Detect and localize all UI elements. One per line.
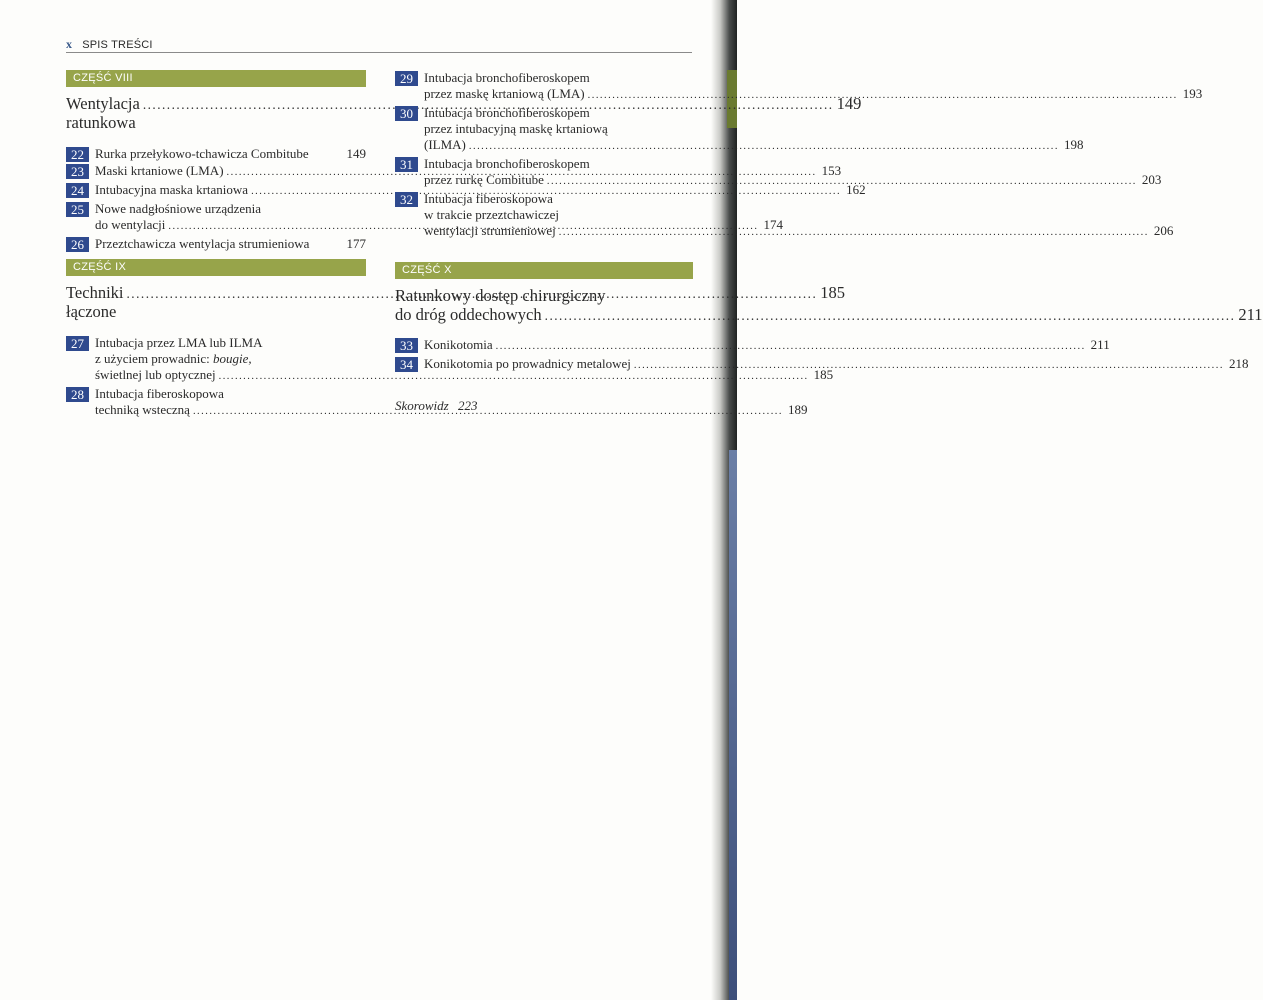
chapter-title-line: przez intubacyjną maskę krtaniową [424,121,608,136]
chapter-title: Konikotomia po prowadnicy metalowej [424,356,631,371]
chapter-number: 26 [66,237,89,252]
part-title-text: Wentylacja ratunkowa [66,94,140,132]
toc-entry-30[interactable] [395,105,1084,155]
chapter-page: 218 [1228,356,1249,371]
chapter-page: 198 [1063,137,1084,152]
chapter-title: Intubacyjna maska krtaniowa [95,182,249,197]
chapter-number: 31 [395,157,418,172]
toc-entry-22[interactable] [66,146,366,162]
chapter-page: 211 [1090,337,1110,352]
index-page: 223 [457,398,478,413]
chapter-number: 29 [395,71,418,86]
part-title-text: do dróg oddechowych [395,305,542,324]
chapter-page: 174 [763,217,783,232]
part-title-text: Ratunkowy dostęp chirurgiczny [395,286,606,305]
chapter-title: Konikotomia [424,337,493,352]
chapter-number: 25 [66,202,89,217]
chapter-page: 177 [346,236,366,251]
leader-dots [559,225,1149,241]
chapter-number: 32 [395,192,418,207]
part-title-text: Techniki łączone [66,283,124,321]
chapter-title-italic: bougie, [213,351,252,366]
chapter-title-line: Intubacja bronchofiberoskopem [424,70,590,85]
chapter-page: 149 [346,146,366,161]
chapter-number: 22 [66,147,89,162]
chapter-number: 28 [66,387,89,402]
chapter-page: 203 [1141,172,1162,187]
index-label: Skorowidz [395,398,449,413]
chapter-page: 162 [846,182,866,197]
chapter-title-line: techniką wsteczną [95,402,190,417]
part-ix-label: CZĘŚĆ IX [66,259,366,276]
chapter-title-line: Intubacja bronchofiberoskopem [424,156,590,171]
chapter-number: 24 [66,183,89,198]
chapter-title-line: do wentylacji [95,217,166,232]
chapter-title: Maski krtaniowe (LMA) [95,163,224,178]
chapter-number: 23 [66,164,89,179]
chapter-title: Przeztchawicza wentylacja strumieniowa [95,236,310,251]
page-edge-blue-tab [729,450,737,1000]
chapter-title-line: Intubacja fiberoskopowa [424,191,553,206]
chapter-number: 33 [395,338,418,353]
part-title-page: 211 [1238,305,1263,324]
chapter-page: 189 [788,402,808,417]
chapter-number: 34 [395,357,418,372]
chapter-number: 27 [66,336,89,351]
chapter-number: 30 [395,106,418,121]
chapter-title-line: świetlnej lub optycznej [95,367,216,382]
toc-entry-26[interactable] [66,236,366,252]
chapter-title: Rurka przełykowo-tchawicza Combitube [95,146,309,161]
toc-entry-34[interactable] [395,356,1249,374]
chapter-title-line: z użyciem prowadnic: [95,351,214,366]
chapter-title-line: wentylacji strumieniowej [424,223,556,238]
leader-dots [547,174,1137,190]
section-title: SPIS TREŚCI [82,39,153,51]
leader-dots [496,339,1086,355]
chapter-title-line: Intubacja fiberoskopowa [95,386,224,401]
leader-dots [634,358,1224,374]
leader-dots [588,88,1178,104]
part-x-label: CZĘŚĆ X [395,262,693,279]
chapter-title-line: (ILMA) [424,137,466,152]
chapter-title-line: w trakcie przeztchawiczej [424,207,559,222]
chapter-title-line: Nowe nadgłośniowe urządzenia [95,201,262,216]
leader-dots [545,306,1236,325]
part-title-page: 185 [820,283,845,302]
chapter-page: 153 [821,163,842,178]
part-viii-label: CZĘŚĆ VIII [66,70,366,87]
chapter-page: 206 [1153,223,1174,238]
toc-entry-33[interactable] [395,337,1110,355]
running-head [66,37,692,53]
chapter-title-line: przez maskę krtaniową (LMA) [424,86,585,101]
part-title-page: 149 [836,94,862,113]
leader-dots [469,139,1059,155]
chapter-page: 193 [1182,86,1203,101]
index-entry[interactable] [395,398,693,414]
chapter-title-line: przez rurkę Combitube [424,172,544,187]
chapter-title-line: Intubacja przez LMA lub ILMA [95,335,263,350]
chapter-page: 185 [813,367,834,382]
chapter-title-line: Intubacja bronchofiberoskopem [424,105,590,120]
page-number: x [66,37,73,51]
